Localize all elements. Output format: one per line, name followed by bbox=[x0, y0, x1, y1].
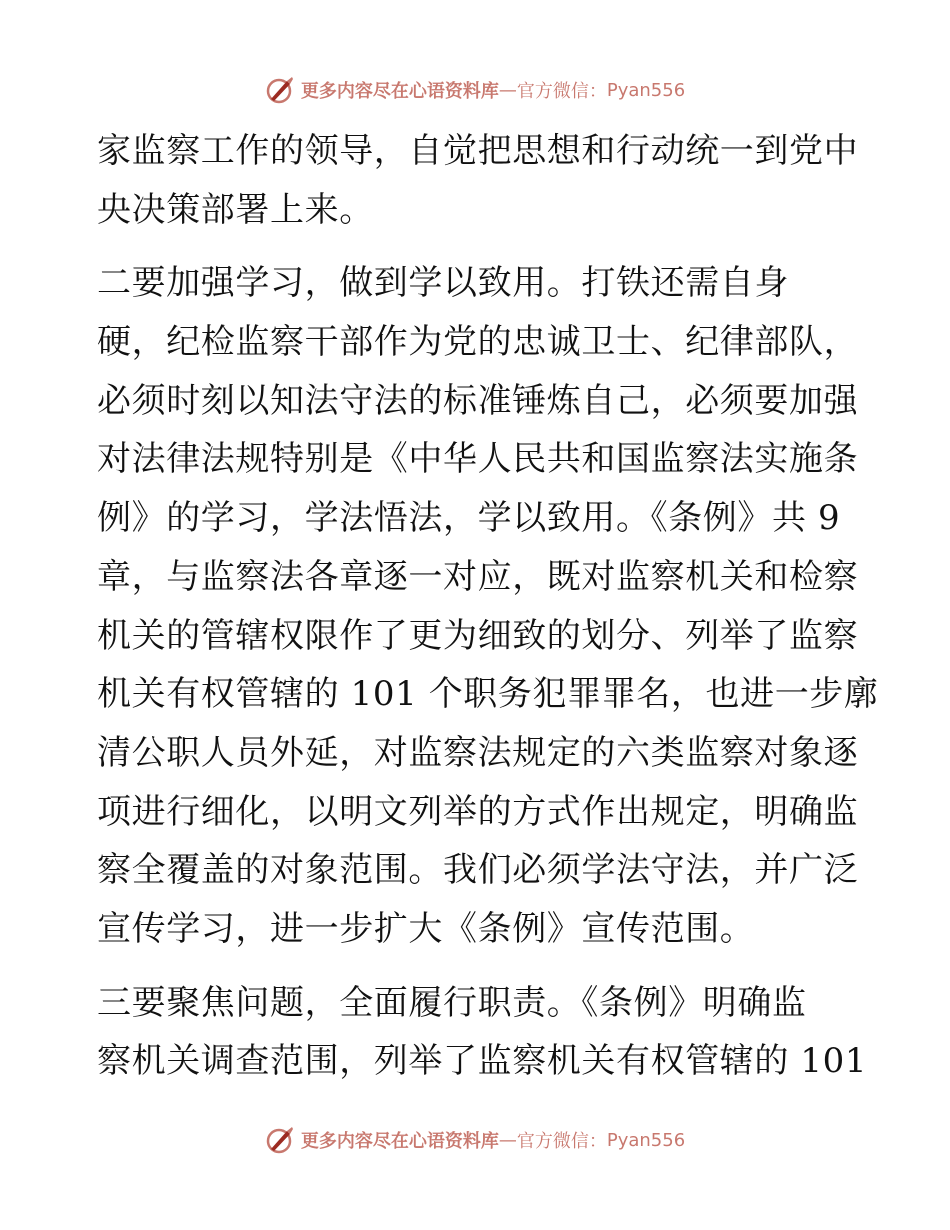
document-body bbox=[97, 122, 879, 1091]
banner-contact-id: Pyan556 bbox=[606, 1129, 686, 1151]
text-line: 机关的管辖权限作了更为细致的划分、列举了监察 bbox=[97, 615, 859, 656]
footer-watermark-banner bbox=[0, 1120, 950, 1160]
banner-main-text: 更多内容尽在心语资料库 bbox=[300, 1131, 499, 1152]
paragraph-2 bbox=[97, 254, 879, 958]
text-line: 例》的学习，学法悟法，学以致用。《条例》共 9 bbox=[97, 498, 841, 539]
paragraph-3 bbox=[97, 974, 868, 1091]
quill-pen-logo-icon bbox=[265, 75, 295, 105]
text-line: 对法律法规特别是《中华人民共和国监察法实施条 bbox=[97, 439, 859, 480]
banner-separator: — bbox=[498, 1129, 517, 1151]
text-line: 央决策部署上来。 bbox=[97, 189, 374, 230]
banner-contact-id: Pyan556 bbox=[606, 79, 686, 101]
text-line: 清公职人员外延，对监察法规定的六类监察对象逐 bbox=[97, 732, 859, 773]
banner-contact-label: 官方微信： bbox=[516, 1131, 607, 1152]
text-line: 项进行细化，以明文列举的方式作出规定，明确监 bbox=[97, 791, 859, 832]
banner-main-text: 更多内容尽在心语资料库 bbox=[300, 81, 499, 102]
text-line: 察机关调查范围，列举了监察机关有权管辖的 101 bbox=[97, 1041, 868, 1082]
text-line: 机关有权管辖的 101 个职务犯罪罪名，也进一步廓 bbox=[97, 674, 879, 715]
banner-contact-label: 官方微信： bbox=[516, 81, 607, 102]
text-line: 必须时刻以知法守法的标准锤炼自己，必须要加强 bbox=[97, 380, 859, 421]
text-line: 硬，纪检监察干部作为党的忠诚卫士、纪律部队， bbox=[97, 322, 859, 363]
text-line: 家监察工作的领导，自觉把思想和行动统一到党中 bbox=[97, 131, 859, 171]
header-watermark-banner bbox=[0, 70, 950, 110]
text-line: 宣传学习，进一步扩大《条例》宣传范围。 bbox=[97, 908, 755, 949]
quill-pen-logo-icon bbox=[265, 1125, 295, 1155]
paragraph-1 bbox=[97, 122, 857, 239]
text-line: 察全覆盖的对象范围。我们必须学法守法，并广泛 bbox=[97, 850, 859, 891]
text-line: 二要加强学习，做到学以致用。打铁还需自身 bbox=[97, 263, 789, 304]
text-line: 三要聚焦问题，全面履行职责。《条例》明确监 bbox=[97, 982, 807, 1023]
text-line: 章，与监察法各章逐一对应，既对监察机关和检察 bbox=[97, 556, 859, 597]
banner-separator: — bbox=[498, 79, 517, 101]
